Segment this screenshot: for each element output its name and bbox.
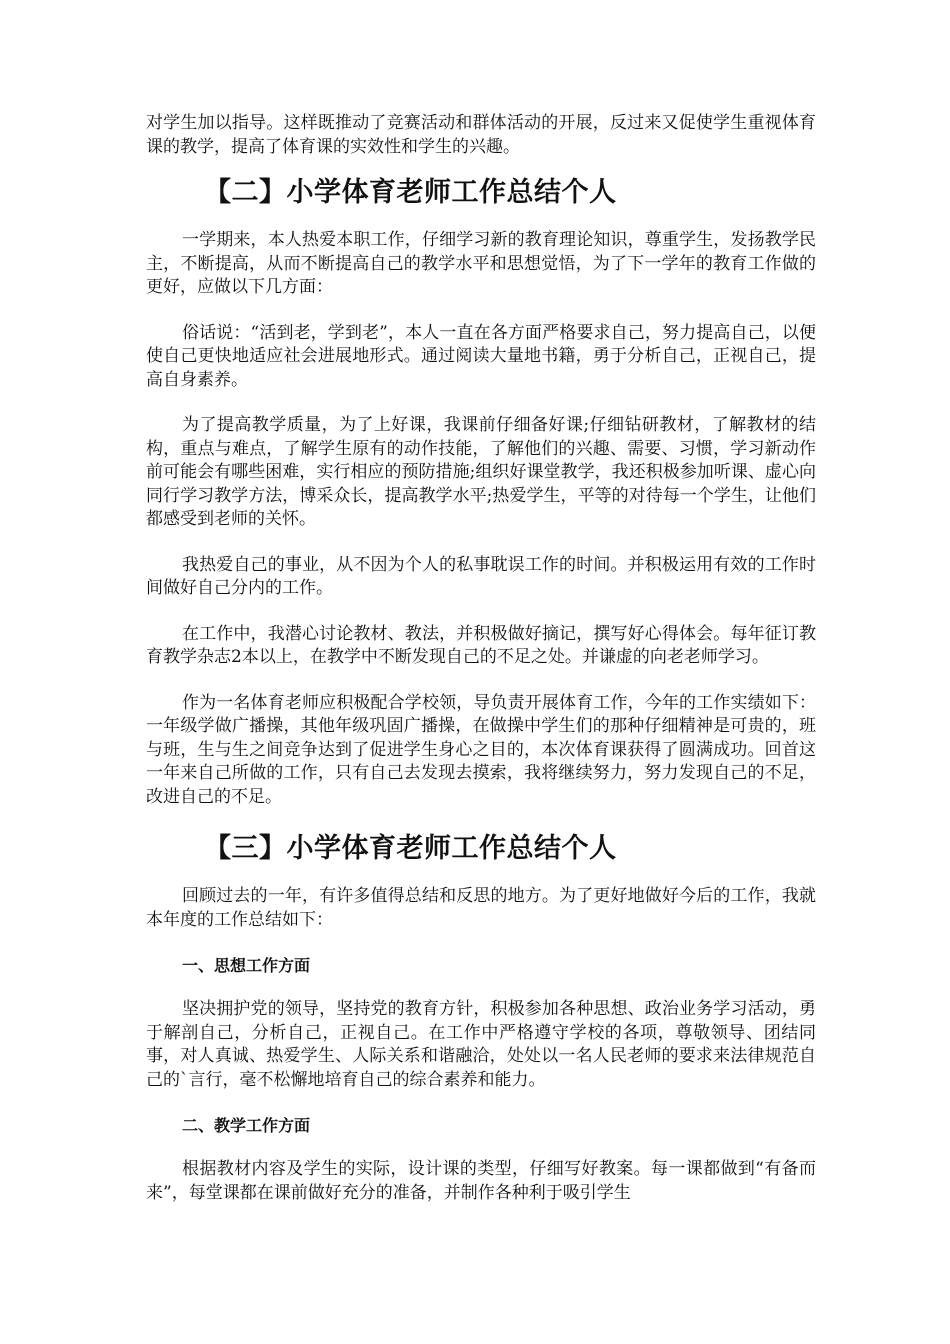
section-2-paragraph-4: 我热爱自己的事业，从不因为个人的私事耽误工作的时间。并积极运用有效的工作时间做好自己分内的工作。 bbox=[146, 554, 816, 598]
section-2-paragraph-2: 俗话说：“活到老，学到老”，本人一直在各方面严格要求自己，努力提高自己，以便使自己更快地适应社会进展地形式。通过阅读大量地书籍，勇于分析自己，正视自己，提高自身素养。 bbox=[146, 322, 816, 390]
section-3-subheading-teaching: 二、教学工作方面 bbox=[182, 1116, 311, 1135]
section-3-subheading-thought: 一、思想工作方面 bbox=[182, 956, 311, 975]
section-2-paragraph-3: 为了提高教学质量，为了上好课，我课前仔细备好课;仔细钻研教材，了解教材的结构，重点与难点，了解学生原有的动作技能，了解他们的兴趣、需要、习惯，学习新动作前可能会有哪些困难，实行相应的预防措施;组织好课堂教学，我还积极参加听课、虚心向同行学习教学方法，博采众长，提高教学水平;热爱学生，平等的对待每一个学生，让他们都感受到老师的关怀。 bbox=[146, 415, 816, 529]
section-3-title: 【三】小学体育老师工作总结个人 bbox=[204, 833, 617, 864]
section-2-title: 【二】小学体育老师工作总结个人 bbox=[204, 177, 617, 208]
section-3-intro: 回顾过去的一年，有许多值得总结和反思的地方。为了更好地做好今后的工作，我就本年度的工作总结如下： bbox=[146, 886, 816, 930]
section-3-thought-paragraph: 坚决拥护党的领导，坚持党的教育方针，积极参加各种思想、政治业务学习活动，勇于解剖自己，分析自己，正视自己。在工作中严格遵守学校的各项，尊敬领导、团结同事，对人真诚、热爱学生、人际关系和谐融洽，处处以一名人民老师的要求来法律规范自己的`言行，毫不松懈地培育自己的综合素养和能力。 bbox=[146, 999, 816, 1090]
section-3-teaching-paragraph: 根据教材内容及学生的实际，设计课的类型，仔细写好教案。每一课都做到“有备而来”，每堂课都在课前做好充分的准备，并制作各种利于吸引学生 bbox=[146, 1159, 816, 1203]
section-2-paragraph-1: 一学期来，本人热爱本职工作，仔细学习新的教育理论知识，尊重学生，发扬教学民主，不断提高，从而不断提高自己的教学水平和思想觉悟，为了下一学年的教育工作做的更好，应做以下几方面： bbox=[146, 230, 816, 297]
section-2-paragraph-5: 在工作中，我潜心讨论教材、教法，并积极做好摘记，撰写好心得体会。每年征订教育教学杂志2本以上，在教学中不断发现自己的不足之处。并谦虚的向老老师学习。 bbox=[146, 623, 816, 667]
section-2-paragraph-6: 作为一名体育老师应积极配合学校领，导负责开展体育工作，今年的工作实绩如下：一年级学做广播操，其他年级巩固广播操，在做操中学生们的那种仔细精神是可贵的，班与班，生与生之间竞争达到了促进学生身心之目的，本次体育课获得了圆满成功。回首这一年来自己所做的工作，只有自己去发现去摸索，我将继续努力，努力发现自己的不足，改进自己的不足。 bbox=[146, 692, 816, 807]
intro-paragraph: 对学生加以指导。这样既推动了竞赛活动和群体活动的开展，反过来又促使学生重视体育课的教学，提高了体育课的实效性和学生的兴趣。 bbox=[146, 113, 816, 157]
document-page bbox=[146, 112, 816, 1227]
